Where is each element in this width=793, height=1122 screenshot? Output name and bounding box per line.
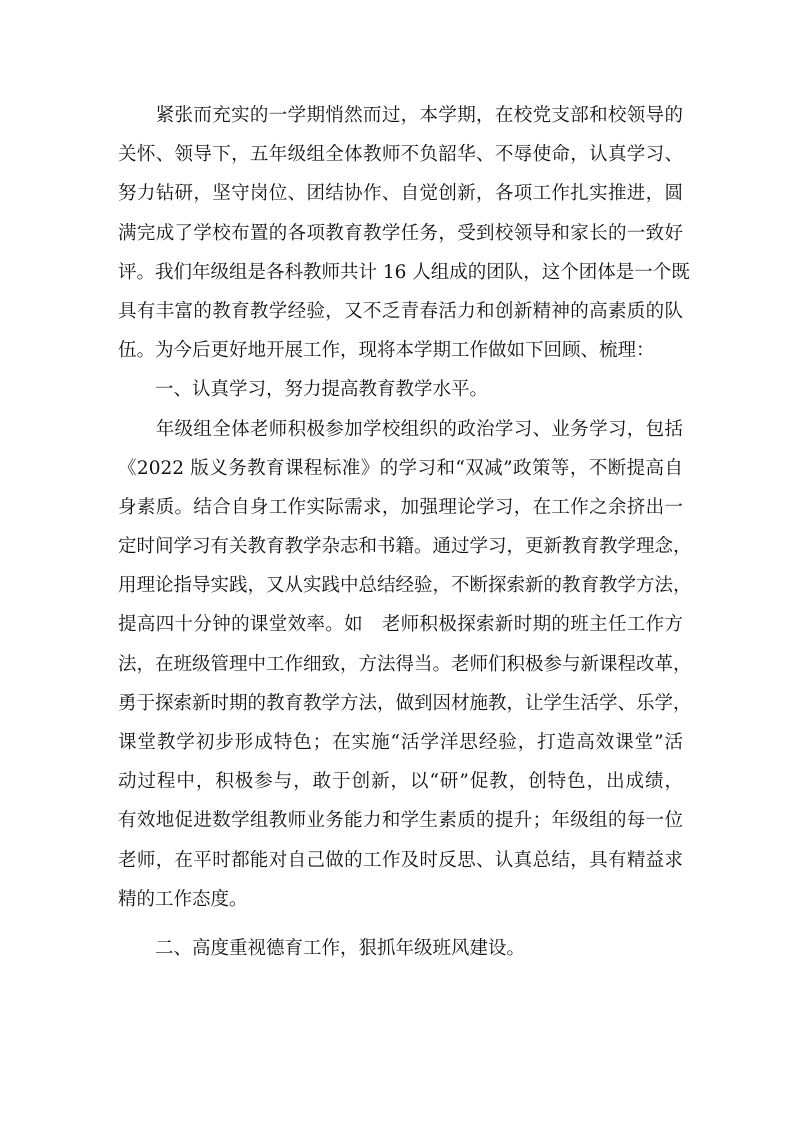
paragraph-intro — [118, 96, 690, 370]
text-line: 《2022 版义务教育课程标准》的学习和“双减”政策等，不断提高自 — [118, 457, 683, 479]
text-line: 提高四十分钟的课堂效率。如 老师积极探索新时期的班主任工作方 — [118, 614, 683, 636]
paragraph-section-1 — [118, 410, 692, 919]
paragraph-gap — [118, 919, 683, 929]
text-line: 关怀、领导下，五年级组全体教师不负韶华、不辱使命，认真学习、 — [118, 144, 683, 166]
document-body — [118, 96, 692, 968]
text-line: 有效地促进数学组教师业务能力和学生素质的提升；年级组的每一位 — [118, 810, 683, 832]
text-line: 勇于探索新时期的教育教学方法，做到因材施教，让学生活学、乐学， — [118, 692, 692, 714]
text-line: 评。我们年级组是各科教师共计 16 人组成的团队，这个团体是一个既 — [118, 261, 690, 283]
text-line: 努力钻研，坚守岗位、团结协作、自觉创新，各项工作扎实推进，圆 — [118, 183, 683, 205]
text-line: 紧张而充实的一学期悄然而过，本学期，在校党支部和校领导的 — [118, 105, 683, 126]
text-line: 精的工作态度。 — [118, 888, 248, 910]
section-heading-2 — [118, 929, 683, 968]
text-line: 动过程中，积极参与，敢于创新，以“研”促教，创特色，出成绩， — [118, 771, 683, 793]
text-line: 课堂教学初步形成特色；在实施“活学洋思经验，打造高效课堂”活 — [118, 732, 683, 753]
text-line: 用理论指导实践，又从实践中总结经验，不断探索新的教育教学方法， — [118, 575, 692, 597]
text-line: 伍。为今后更好地开展工作，现将本学期工作做如下回顾、梳理： — [118, 340, 655, 362]
text-line: 老师，在平时都能对自己做的工作及时反思、认真总结，具有精益求 — [118, 849, 683, 871]
section-heading-1 — [118, 370, 683, 409]
text-line: 身素质。结合自身工作实际需求，加强理论学习，在工作之余挤出一 — [118, 496, 683, 518]
heading-line: 一、认真学习，努力提高教育教学水平。 — [118, 379, 489, 401]
text-line: 法，在班级管理中工作细致，方法得当。老师们积极参与新课程改革， — [118, 653, 692, 675]
text-line: 定时间学习有关教育教学杂志和书籍。通过学习，更新教育教学理念， — [118, 536, 692, 558]
text-line: 具有丰富的教育教学经验，又不乏青春活力和创新精神的高素质的队 — [118, 300, 683, 322]
text-line: 满完成了学校布置的各项教育教学任务，受到校领导和家长的一致好 — [118, 222, 683, 244]
heading-line: 二、高度重视德育工作，狠抓年级班风建设。 — [118, 937, 526, 959]
text-line: 年级组全体老师积极参加学校组织的政治学习、业务学习，包括 — [118, 418, 683, 440]
